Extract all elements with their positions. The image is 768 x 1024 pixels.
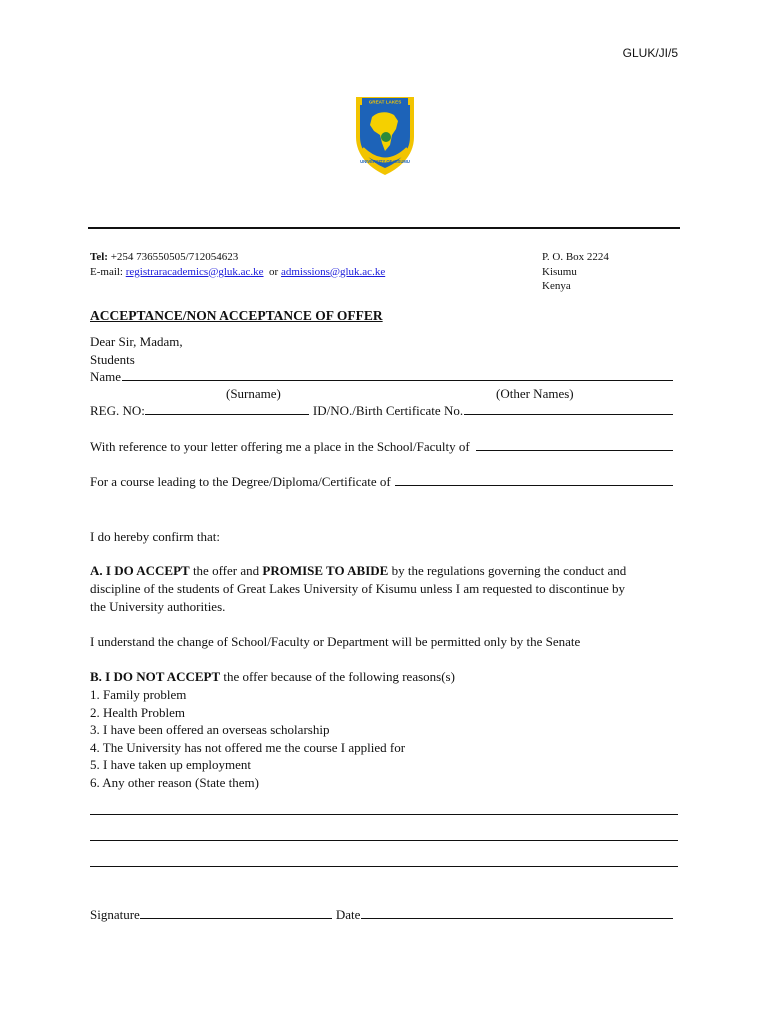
signature-label: Signature xyxy=(90,907,140,922)
address-line-3: Kenya xyxy=(542,280,571,292)
not-accept-line xyxy=(90,668,680,686)
id-no-field[interactable] xyxy=(464,403,673,415)
address-line-2: Kisumu xyxy=(542,265,577,278)
other-names-caption: (Other Names) xyxy=(496,386,574,401)
not-accept-label: B. I DO NOT ACCEPT xyxy=(90,669,221,684)
address-line-1: P. O. Box 2224 xyxy=(542,251,609,263)
tel-label: Tel: xyxy=(90,251,108,263)
not-accept-text: the offer because of the following reasons(s) xyxy=(223,669,455,684)
accept-text-2: by the regulations governing the conduct and discipline of the students of Great Lakes University of Kisumu unless I am requested to discontinue by the University authorities. xyxy=(90,563,627,614)
postal-address xyxy=(542,250,609,294)
header-divider xyxy=(88,227,680,229)
accept-text-1: the offer and xyxy=(192,563,260,578)
registration-row xyxy=(90,403,673,419)
admissions-email-link[interactable]: admissions@gluk.ac.ke xyxy=(280,265,386,278)
reason-item: 2. Health Problem xyxy=(90,704,185,720)
id-no-label: ID/NO./Birth Certificate No. xyxy=(312,403,464,418)
promise-label: PROMISE TO ABIDE xyxy=(262,563,389,578)
school-faculty-row xyxy=(90,439,673,455)
name-row xyxy=(90,369,673,385)
accept-paragraph xyxy=(90,562,635,616)
reason-item: 6. Any other reason (State them) xyxy=(90,774,259,790)
name-label: Name xyxy=(90,369,122,384)
salutation: Dear Sir, Madam, xyxy=(90,334,183,349)
confirm-text: I do hereby confirm that: xyxy=(90,529,220,544)
reg-no-field[interactable] xyxy=(145,403,309,415)
accept-label: A. I DO ACCEPT xyxy=(90,563,190,578)
telephone-line xyxy=(90,250,385,265)
reason-item: 3. I have been offered an overseas scholarship xyxy=(90,722,330,738)
date-label: Date xyxy=(335,907,361,922)
reason-write-line[interactable] xyxy=(90,866,678,867)
university-crest-logo xyxy=(352,93,418,177)
crest-top-text: GREAT LAKES xyxy=(368,99,402,105)
reason-item: 1. Family problem xyxy=(90,687,187,702)
course-field[interactable] xyxy=(395,474,673,486)
students-label: Students xyxy=(90,352,135,367)
document-reference-code: GLUK/JI/5 xyxy=(622,46,678,60)
school-faculty-field[interactable] xyxy=(476,439,673,451)
reason-write-line[interactable] xyxy=(90,814,678,815)
tel-value: +254 736550505/712054623 xyxy=(110,251,239,263)
contact-block xyxy=(90,250,385,279)
name-field[interactable] xyxy=(122,369,673,381)
email-line xyxy=(90,265,385,280)
reg-no-label: REG. NO: xyxy=(90,403,145,418)
or-text: or xyxy=(269,265,279,278)
reasons-list xyxy=(90,686,680,792)
crest-bottom-text: UNIVERSITY OF KISUMU xyxy=(360,159,410,164)
reference-text: With reference to your letter offering me a place in the School/Faculty of xyxy=(90,439,470,454)
course-row xyxy=(90,474,673,490)
date-field[interactable] xyxy=(361,907,673,919)
reason-item: 4. The University has not offered me the course I applied for xyxy=(90,739,406,755)
registrar-email-link[interactable]: registraracademics@gluk.ac.ke xyxy=(125,265,264,278)
signature-field[interactable] xyxy=(140,907,332,919)
form-title: ACCEPTANCE/NON ACCEPTANCE OF OFFER xyxy=(90,308,383,323)
reason-write-line[interactable] xyxy=(90,840,678,841)
reason-item: 5. I have taken up employment xyxy=(90,757,252,773)
course-text: For a course leading to the Degree/Diploma/Certificate of xyxy=(90,474,391,489)
email-label: E-mail: xyxy=(90,265,123,278)
understand-text: I understand the change of School/Faculty or Department will be permitted only by the Senate xyxy=(90,634,581,649)
surname-caption: (Surname) xyxy=(226,386,281,401)
salutation-block xyxy=(90,333,183,369)
signature-row xyxy=(90,907,673,923)
